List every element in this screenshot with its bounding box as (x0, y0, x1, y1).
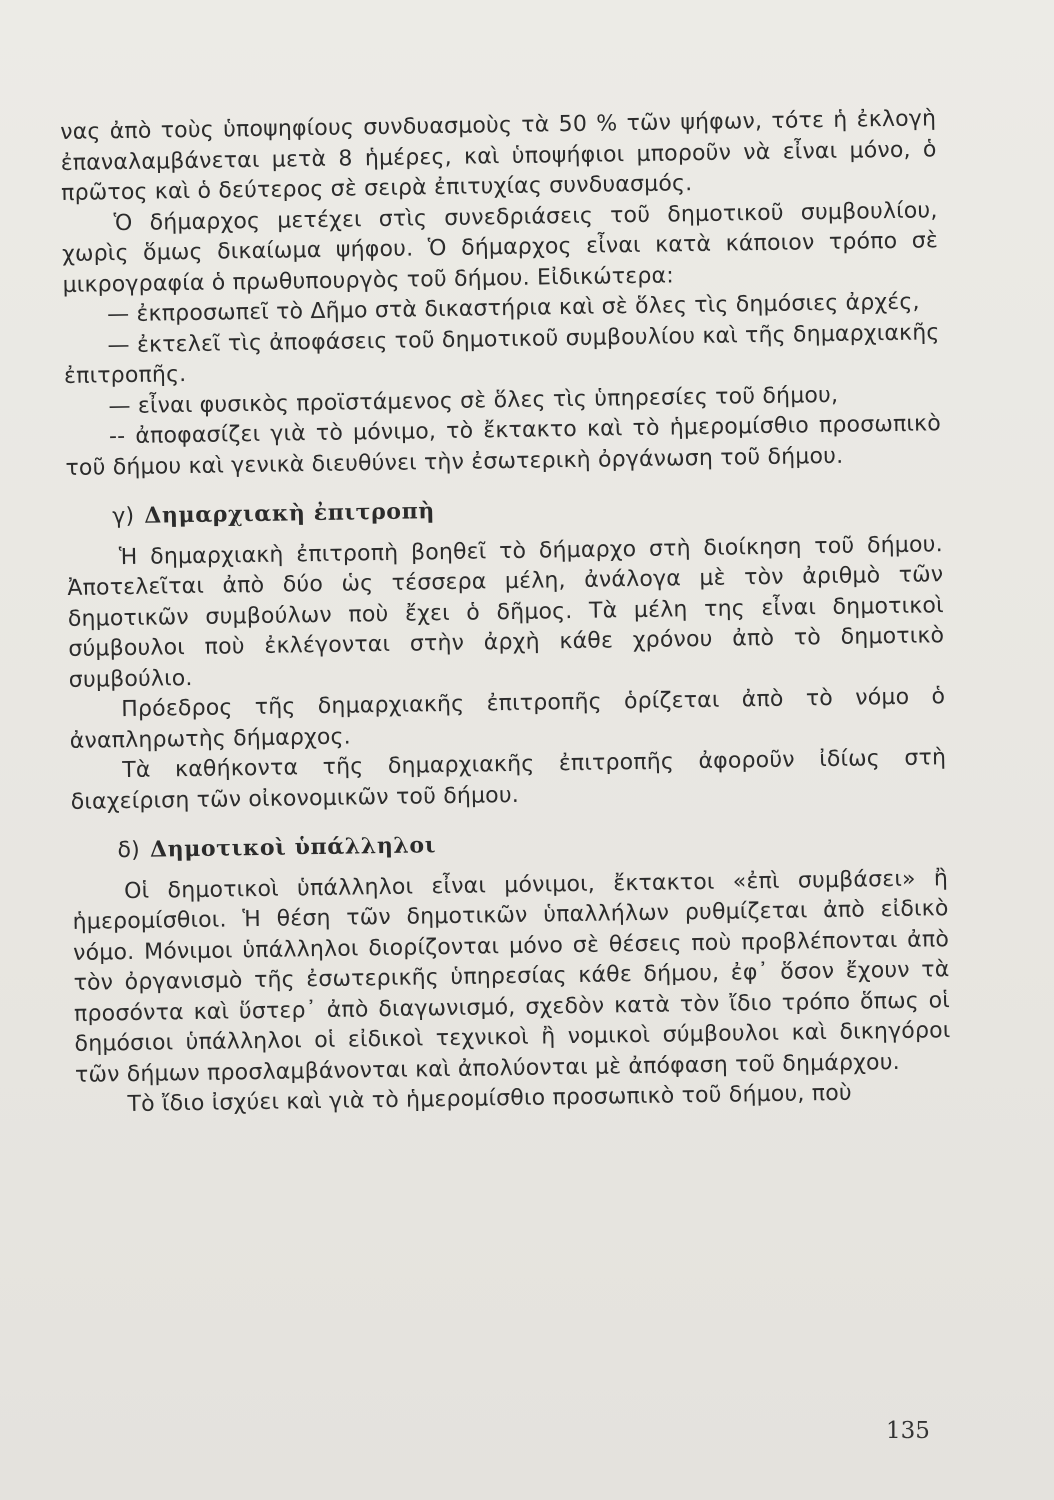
section-heading-delta (117, 822, 947, 867)
list-item: -- ἀποφασίζει γιὰ τὸ μόνιμο, τὸ ἔκτακτο καὶ τὸ ἡμερομίσθιο προσωπικὸ τοῦ δήμου καὶ γενικὰ διευθύνει τὴν ἐσωτερικὴ ὀργάνωση τοῦ δήμου. (65, 411, 942, 481)
list-item: — εἶναι φυσικὸς προϊστάμενος σὲ ὅλες τὶς ὑπηρεσίες τοῦ δήμου, (108, 382, 839, 419)
paragraph: Ὁ δήμαρχος μετέχει στὶς συνεδριάσεις τοῦ δημοτικοῦ συμβουλίου, χωρὶς ὅμως δικαίωμα ψήφου. Ὁ δήμαρχος εἶναι κατὰ κάποιον τρόπο σὲ μικρογραφία ὁ πρωθυπουργὸς τοῦ δήμου. Εἰδικώτερα: (61, 197, 939, 298)
section-title: Δημοτικοὶ ὑπάλληλοι (149, 832, 437, 863)
paragraph: Τὸ ἴδιο ἰσχύει καὶ γιὰ τὸ ἡμερομίσθιο προσωπικὸ τοῦ δήμου, ποὺ (127, 1080, 853, 1118)
paragraph: Ἡ δημαρχιακὴ ἐπιτροπὴ βοηθεῖ τὸ δήμαρχο στὴ διοίκηση τοῦ δήμου. Ἀποτελεῖται ἀπὸ δύο ὡς τέσσερα μέλη, ἀνάλογα μὲ τὸν ἀριθμὸ τῶν δημοτικῶν συμβούλων ποὺ ἔχει ὁ δῆμος. Τὰ μέλη της εἶναι δημοτικοὶ σύμβουλοι ποὺ ἐκλέγονται στὴν ἀρχὴ κάθε χρόνου ἀπὸ τὸ δημοτικὸ συμβούλιο. (67, 531, 945, 693)
paragraph: Οἱ δημοτικοὶ ὑπάλληλοι εἶναι μόνιμοι, ἔκτακτοι «ἐπὶ συμβάσει» ἢ ἡμερομίσθιοι. Ἡ θέση τῶν δημοτικῶν ὑπαλλήλων ρυθμίζεται ἀπὸ εἰδικὸ νόμο. Μόνιμοι ὑπάλληλοι διορίζονται μόνο σὲ θέσεις ποὺ προβλέπονται ἀπὸ τὸν ὀργανισμὸ τῆς ἐσωτερικῆς ὑπηρεσίας κάθε δήμου, ἐφ᾽ ὅσον ἔχουν τὰ προσόντα καὶ ὕστερ᾽ ἀπὸ διαγωνισμό, σχεδὸν κατὰ τὸν ἴδιο τρόπο ὅπως οἱ δημόσιοι ὑπάλληλοι οἱ εἰδικοὶ τεχνικοὶ ἢ νομικοὶ σύμβουλοι καὶ δικηγόροι τῶν δήμων προσλαμβάνονται καὶ ἀπολύονται μὲ ἀπόφαση τοῦ δημάρχου. (72, 865, 951, 1088)
section-letter: γ) (112, 503, 135, 530)
paragraph: Τὰ καθήκοντα τῆς δημαρχιακῆς ἐπιτροπῆς ἀφοροῦν ἰδίως στὴ διαχείριση τῶν οἰκονομικῶν τοῦ δήμου. (70, 745, 947, 815)
paragraph: Πρόεδρος τῆς δημαρχιακῆς ἐπιτροπῆς ὁρίζεται ἀπὸ τὸ νόμο ὁ ἀναπληρωτὴς δήμαρχος. (69, 684, 946, 754)
section-title: Δημαρχιακὴ ἐπιτροπὴ (144, 498, 436, 529)
list-item: — ἐκτελεῖ τὶς ἀποφάσεις τοῦ δημοτικοῦ συμβουλίου καὶ τῆς δημαρχιακῆς ἐπιτροπῆς. (63, 319, 940, 389)
section-heading-gamma (112, 488, 942, 533)
page-body (60, 104, 952, 1121)
page-number: 135 (886, 1418, 930, 1444)
paragraph: νας ἀπὸ τοὺς ὑποψηφίους συνδυασμοὺς τὰ 50 % τῶν ψήφων, τότε ἡ ἐκλογὴ ἐπαναλαμβάνεται μετὰ 8 ἡμέρες, καὶ ὑποψήφιοι μποροῦν νὰ εἶναι μόνο, ὁ πρῶτος καὶ ὁ δεύτερος σὲ σειρὰ ἐπιτυχίας συνδυασμός. (60, 106, 937, 206)
section-letter: δ) (117, 837, 141, 864)
list-item: — ἐκπροσωπεῖ τὸ Δῆμο στὰ δικαστήρια καὶ σὲ ὅλες τὶς δημόσιες ἀρχές, (106, 289, 920, 328)
